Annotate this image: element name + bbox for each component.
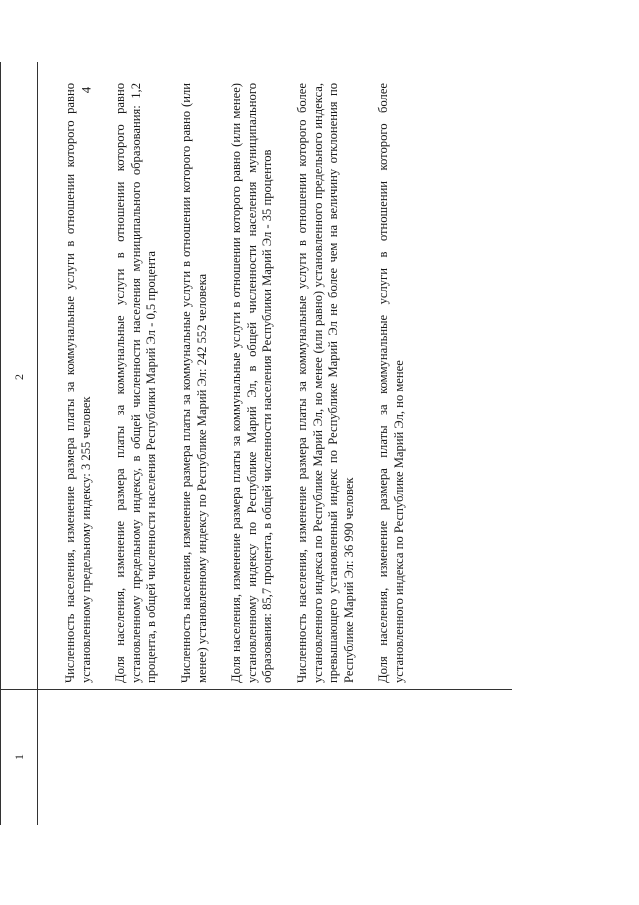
column-2-header: 2: [12, 374, 26, 380]
table-entries: [63, 83, 503, 683]
document-table: [0, 62, 512, 825]
page-number: 4: [78, 86, 94, 94]
column-divider: [0, 689, 512, 690]
column-1-header: 1: [12, 754, 26, 760]
entry-share-equal-limit: Доля населения, изменение размера платы за коммунальные услуги в отношении которого равно установленному предельному индексу, в общей численности населения муниципального образования: 1,2 процента, в общей численности населения Республики Марий Эл - 0,5 процента: [113, 83, 159, 683]
table-top-rule: [0, 62, 1, 825]
entry-population-equal-limit: Численность населения, изменение размера платы за коммунальные услуги в отношении которого равно установленному предельному индексу: 3 255 человек: [63, 83, 93, 683]
entry-population-below-index: Численность населения, изменение размера платы за коммунальные услуги в отношении которого равно (или менее) установленному индексу по Республике Марий Эл: 242 552 человека: [178, 83, 209, 683]
header-bottom-rule: [37, 62, 38, 825]
entry-population-above-index: Численность населения, изменение размера платы за коммунальные услуги в отношении которого более установленного индекса по Республике Марий Эл, но менее (или равно) установленного предельного индекса, превышающего установленный индекс по Республике Марий Эл не более чем на величину отклонения по Республике Марий Эл: 36 990 человек: [294, 83, 356, 683]
entry-share-below-index: Доля населения, изменение размера платы за коммунальные услуги в отношении которого равно (или менее) установленному индексу по Республике Марий Эл, в общей численности населения муниципального образования: 85,7 процента, в общей численности населения Республики Марий Эл - 35 процентов: [229, 83, 275, 683]
entry-share-above-index: Доля населения, изменение размера платы за коммунальные услуги в отношении которого более установленного индекса по Республике Марий Эл, но менее: [376, 83, 406, 683]
